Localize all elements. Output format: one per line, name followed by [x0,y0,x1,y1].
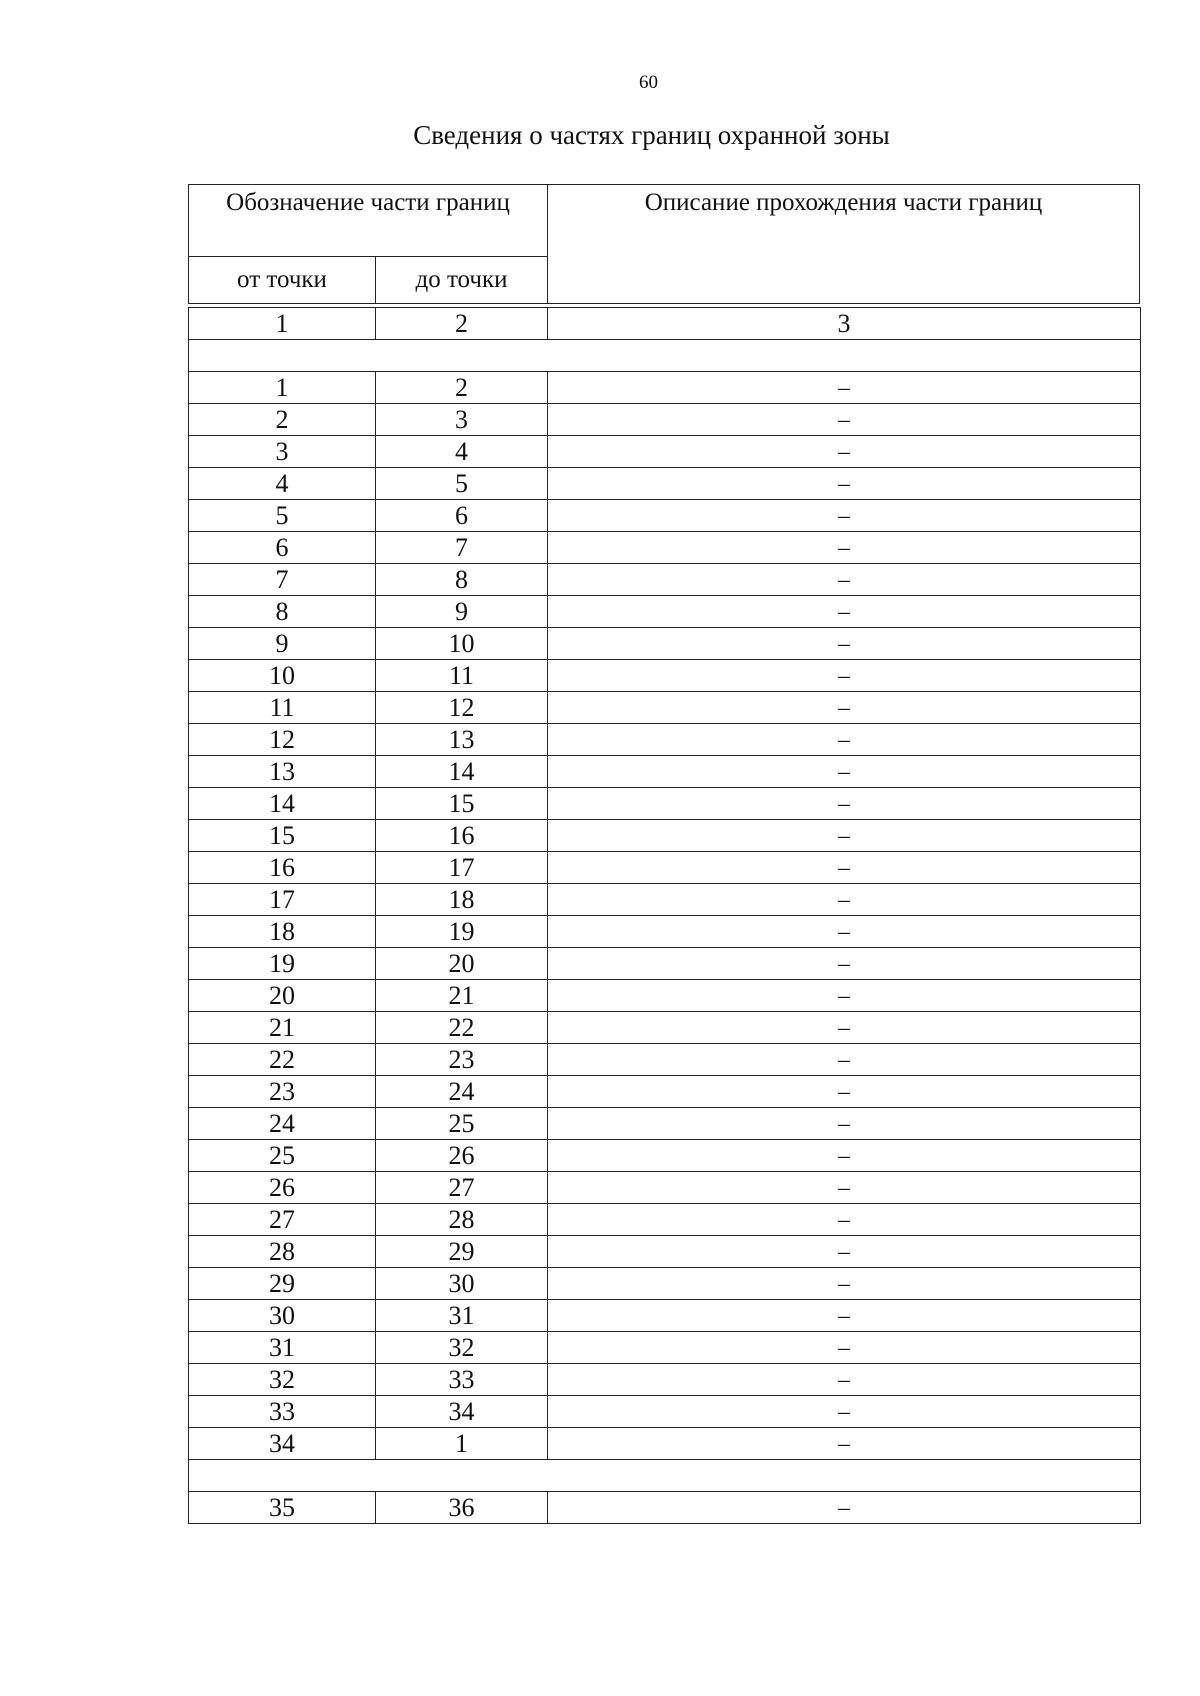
table-row [189,1044,1141,1076]
to-point-cell: 12 [376,692,548,724]
description-cell: – [548,596,1141,628]
table-row [189,1300,1141,1332]
from-point-cell: 29 [189,1268,376,1300]
to-point-cell: 13 [376,724,548,756]
description-cell: – [548,980,1141,1012]
from-point-cell: 34 [189,1428,376,1460]
table-row [189,1428,1141,1460]
description-cell: – [548,1236,1141,1268]
from-point-cell: 13 [189,756,376,788]
from-point-cell: 8 [189,596,376,628]
table-row [189,372,1141,404]
description-cell: – [548,884,1141,916]
column-number-row [189,308,1141,340]
table-row [189,884,1141,916]
column-number-cell: 3 [548,308,1141,340]
to-point-cell: 30 [376,1268,548,1300]
from-point-cell: 1 [189,372,376,404]
table-row [189,1236,1141,1268]
description-cell: – [548,1428,1141,1460]
to-point-cell: 25 [376,1108,548,1140]
column-number-cell: 1 [189,308,376,340]
description-cell: – [548,1076,1141,1108]
table-row [189,628,1141,660]
from-point-cell: 22 [189,1044,376,1076]
document-title: Сведения о частях границ охранной зоны [413,120,890,150]
from-point-cell: 33 [189,1396,376,1428]
to-point-cell: 20 [376,948,548,980]
from-point-cell: 26 [189,1172,376,1204]
table-row [189,1204,1141,1236]
to-point-cell: 19 [376,916,548,948]
section-row [189,1460,1141,1492]
column-number-cell: 2 [376,308,548,340]
header-to-label: до точки [376,257,548,304]
from-point-cell: 2 [189,404,376,436]
table-row [189,1364,1141,1396]
to-point-cell: 4 [376,436,548,468]
from-point-cell: 10 [189,660,376,692]
from-point-cell: 3 [189,436,376,468]
from-point-cell: 18 [189,916,376,948]
table-row [189,852,1141,884]
from-point-cell: 7 [189,564,376,596]
from-point-cell: 9 [189,628,376,660]
description-cell: – [548,564,1141,596]
description-cell: – [548,372,1141,404]
description-cell: – [548,1140,1141,1172]
description-cell: – [548,1108,1141,1140]
to-point-cell: 8 [376,564,548,596]
from-point-cell: 30 [189,1300,376,1332]
table-row [189,564,1141,596]
page-number: 60 [639,72,658,93]
to-point-cell: 26 [376,1140,548,1172]
table-row [189,532,1141,564]
table-row [189,1172,1141,1204]
from-point-cell: 4 [189,468,376,500]
to-point-cell: 17 [376,852,548,884]
table-row [189,1076,1141,1108]
to-point-cell: 1 [376,1428,548,1460]
from-point-cell: 27 [189,1204,376,1236]
table-row [189,1012,1141,1044]
description-cell: – [548,1364,1141,1396]
from-point-cell: 6 [189,532,376,564]
table-row [189,980,1141,1012]
to-point-cell: 34 [376,1396,548,1428]
table-row [189,788,1141,820]
from-point-cell: 28 [189,1236,376,1268]
description-cell: – [548,1044,1141,1076]
to-point-cell: 7 [376,532,548,564]
table-row [189,1140,1141,1172]
description-cell: – [548,1396,1141,1428]
from-point-cell: 12 [189,724,376,756]
table-row [189,756,1141,788]
description-cell: – [548,1012,1141,1044]
to-point-cell: 32 [376,1332,548,1364]
description-cell: – [548,788,1141,820]
from-point-cell: 15 [189,820,376,852]
to-point-cell: 9 [376,596,548,628]
description-cell: – [548,1172,1141,1204]
header-group-label: Обозначение части границ [189,185,548,257]
table-row [189,1492,1141,1524]
description-cell: – [548,468,1141,500]
to-point-cell: 21 [376,980,548,1012]
table-row [189,1396,1141,1428]
to-point-cell: 14 [376,756,548,788]
table-header [188,184,1140,304]
description-cell: – [548,1332,1141,1364]
section-row [189,340,1141,372]
to-point-cell: 16 [376,820,548,852]
to-point-cell: 5 [376,468,548,500]
description-cell: – [548,1268,1141,1300]
section-title-cell [189,340,1141,372]
from-point-cell: 14 [189,788,376,820]
to-point-cell: 24 [376,1076,548,1108]
to-point-cell: 36 [376,1492,548,1524]
from-point-cell: 31 [189,1332,376,1364]
table-row [189,948,1141,980]
to-point-cell: 2 [376,372,548,404]
description-cell: – [548,852,1141,884]
header-from-label: от точки [189,257,376,304]
description-cell: – [548,1300,1141,1332]
table-row [189,436,1141,468]
description-cell: – [548,756,1141,788]
from-point-cell: 11 [189,692,376,724]
description-cell: – [548,692,1141,724]
from-point-cell: 16 [189,852,376,884]
description-cell: – [548,820,1141,852]
header-description-label: Описание прохождения части границ [548,185,1140,304]
to-point-cell: 23 [376,1044,548,1076]
description-cell: – [548,660,1141,692]
from-point-cell: 35 [189,1492,376,1524]
to-point-cell: 6 [376,500,548,532]
table-row [189,1108,1141,1140]
table-row [189,596,1141,628]
to-point-cell: 15 [376,788,548,820]
description-cell: – [548,1204,1141,1236]
boundary-parts-table [188,307,1141,1524]
section-title-cell [189,1460,1141,1492]
from-point-cell: 21 [189,1012,376,1044]
table-row [189,692,1141,724]
description-cell: – [548,628,1141,660]
to-point-cell: 3 [376,404,548,436]
from-point-cell: 32 [189,1364,376,1396]
description-cell: – [548,404,1141,436]
table-row [189,724,1141,756]
description-cell: – [548,1492,1141,1524]
table-row [189,1268,1141,1300]
table-row [189,660,1141,692]
description-cell: – [548,436,1141,468]
table-row [189,468,1141,500]
from-point-cell: 17 [189,884,376,916]
from-point-cell: 19 [189,948,376,980]
table-row [189,500,1141,532]
from-point-cell: 5 [189,500,376,532]
table-row [189,820,1141,852]
from-point-cell: 25 [189,1140,376,1172]
description-cell: – [548,532,1141,564]
description-cell: – [548,724,1141,756]
from-point-cell: 20 [189,980,376,1012]
description-cell: – [548,948,1141,980]
to-point-cell: 11 [376,660,548,692]
to-point-cell: 22 [376,1012,548,1044]
from-point-cell: 24 [189,1108,376,1140]
description-cell: – [548,500,1141,532]
to-point-cell: 28 [376,1204,548,1236]
from-point-cell: 23 [189,1076,376,1108]
table-row [189,916,1141,948]
table-row [189,404,1141,436]
to-point-cell: 33 [376,1364,548,1396]
to-point-cell: 10 [376,628,548,660]
description-cell: – [548,916,1141,948]
table-row [189,1332,1141,1364]
to-point-cell: 27 [376,1172,548,1204]
to-point-cell: 18 [376,884,548,916]
to-point-cell: 29 [376,1236,548,1268]
to-point-cell: 31 [376,1300,548,1332]
